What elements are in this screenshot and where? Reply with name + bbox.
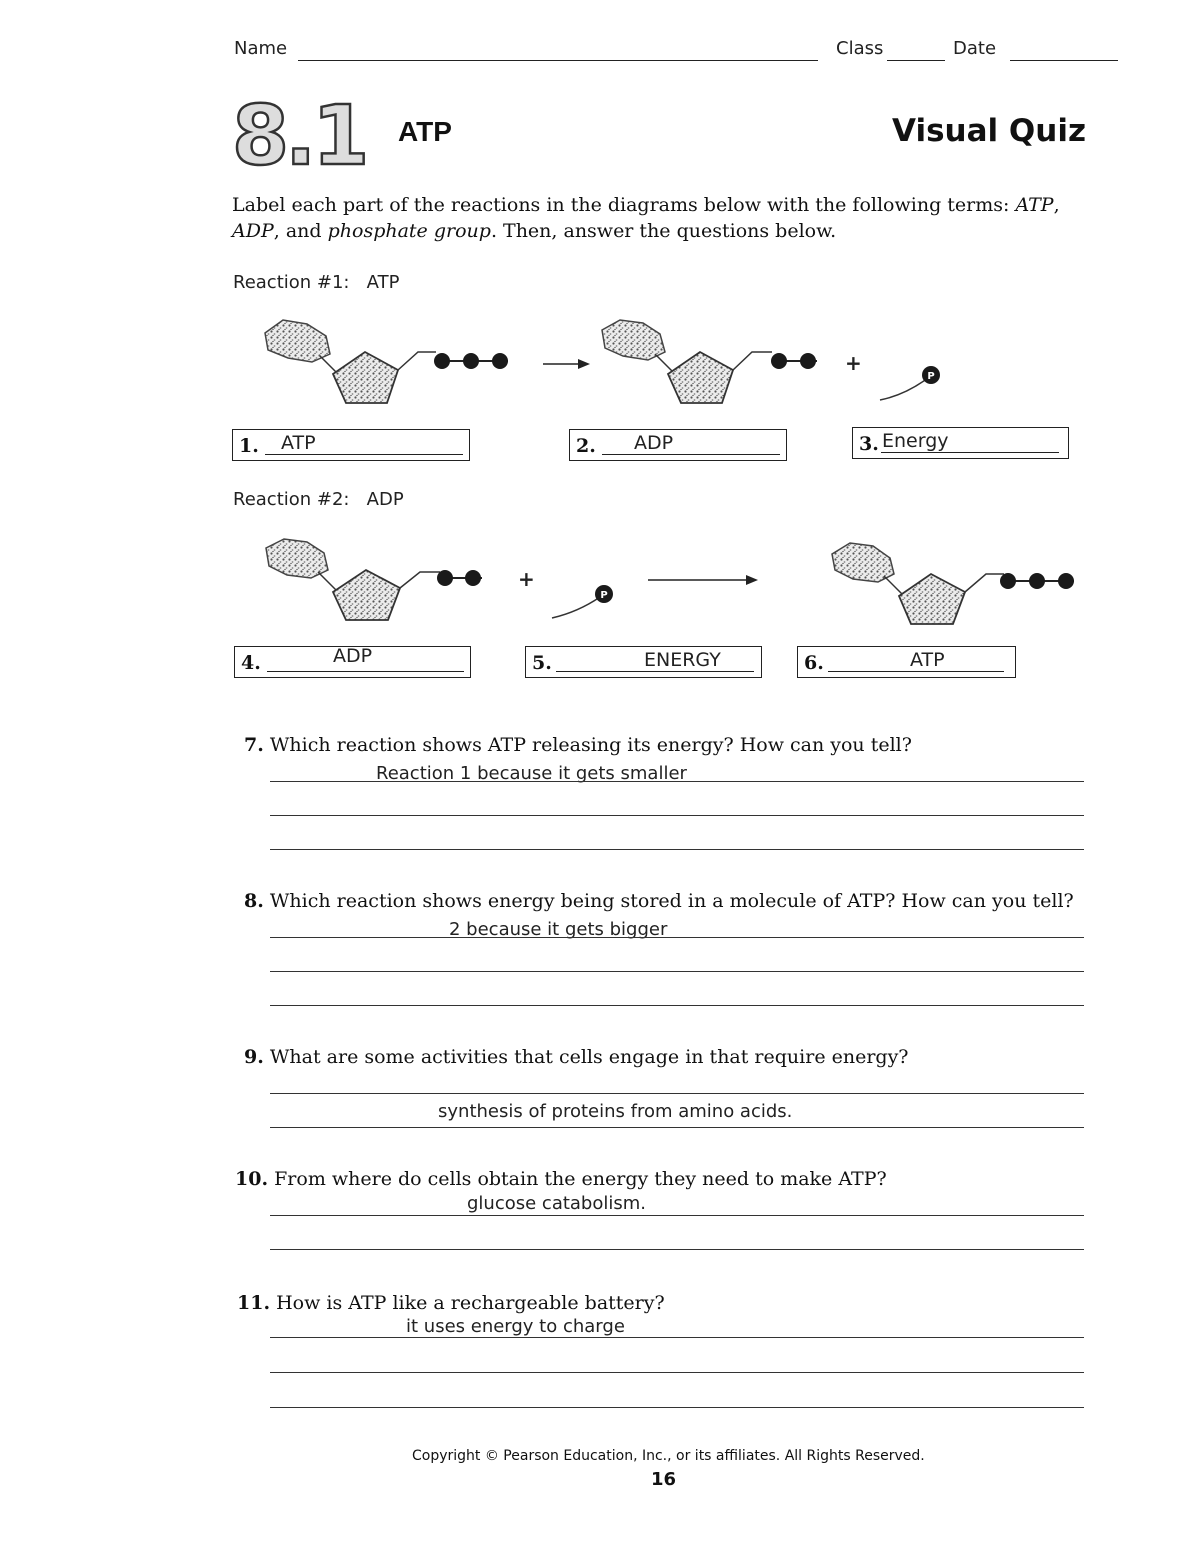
name-label: Name bbox=[234, 38, 288, 59]
box-number: 6. bbox=[804, 652, 824, 674]
box-answer: ENERGY bbox=[644, 649, 721, 671]
answer-10[interactable]: glucose catabolism. bbox=[467, 1193, 647, 1214]
box-number: 2. bbox=[576, 435, 596, 457]
question-11 bbox=[237, 1292, 665, 1314]
copyright: Copyright © Pearson Education, Inc., or its affiliates. All Rights Reserved. bbox=[412, 1448, 925, 1464]
answer-box-6[interactable] bbox=[797, 646, 1016, 678]
answer-9[interactable]: synthesis of proteins from amino acids. bbox=[438, 1101, 793, 1122]
answer-line[interactable] bbox=[270, 971, 1084, 972]
answer-11[interactable]: it uses energy to charge bbox=[406, 1316, 625, 1337]
answer-7[interactable]: Reaction 1 because it gets smaller bbox=[376, 763, 687, 784]
term-adp: ADP bbox=[232, 220, 274, 242]
question-10 bbox=[235, 1168, 887, 1190]
plus-sign-r1: + bbox=[845, 351, 862, 375]
box-number: 5. bbox=[532, 652, 552, 674]
class-label: Class bbox=[836, 38, 884, 59]
reaction1-label: Reaction #1: bbox=[233, 272, 350, 293]
section-number: 8.1 bbox=[232, 89, 366, 184]
answer-box-3[interactable] bbox=[852, 427, 1069, 459]
box-answer: ADP bbox=[333, 645, 373, 667]
page-number: 16 bbox=[651, 1469, 677, 1490]
instructions-sep: , and bbox=[273, 220, 328, 242]
answer-line[interactable] bbox=[270, 1127, 1084, 1128]
answer-line[interactable] bbox=[270, 1249, 1084, 1250]
quiz-type: Visual Quiz bbox=[892, 113, 1087, 149]
box-answer: ATP bbox=[281, 432, 316, 454]
adp-molecule-r2 bbox=[266, 539, 482, 620]
reaction1-arrow bbox=[543, 359, 590, 369]
question-9 bbox=[244, 1046, 909, 1068]
instructions-text: . Then, answer the questions below. bbox=[490, 220, 837, 242]
page-title: ATP bbox=[398, 116, 452, 147]
phosphate-label-r1: P bbox=[927, 371, 935, 382]
question-number: 7. bbox=[244, 734, 264, 756]
atp-molecule-r1 bbox=[265, 320, 508, 403]
answer-8[interactable]: 2 because it gets bigger bbox=[449, 919, 668, 940]
reaction2-label: Reaction #2: bbox=[233, 489, 350, 510]
question-8 bbox=[244, 890, 1074, 912]
reaction2-arrow bbox=[648, 575, 758, 585]
question-number: 11. bbox=[237, 1292, 271, 1314]
question-number: 10. bbox=[235, 1168, 269, 1190]
date-label: Date bbox=[953, 38, 997, 59]
answer-line[interactable] bbox=[270, 1337, 1084, 1338]
answer-line[interactable] bbox=[270, 1407, 1084, 1408]
question-text: Which reaction shows ATP releasing its energy? How can you tell? bbox=[269, 734, 912, 756]
answer-line[interactable] bbox=[270, 1372, 1084, 1373]
reaction-diagrams bbox=[0, 0, 1200, 720]
question-text: From where do cells obtain the energy they need to make ATP? bbox=[274, 1168, 887, 1190]
answer-line[interactable] bbox=[270, 937, 1084, 938]
instructions-sep: , bbox=[1053, 194, 1060, 216]
question-7 bbox=[244, 734, 912, 756]
answer-line[interactable] bbox=[270, 849, 1084, 850]
instructions-text: Label each part of the reactions in the diagrams below with the following terms: bbox=[232, 194, 1016, 216]
question-number: 8. bbox=[244, 890, 264, 912]
phosphate-group-r2 bbox=[552, 585, 613, 618]
reaction2-title bbox=[233, 489, 404, 510]
answer-line[interactable] bbox=[270, 1005, 1084, 1006]
question-text: What are some activities that cells engage in that require energy? bbox=[269, 1046, 909, 1068]
box-number: 1. bbox=[239, 435, 259, 457]
phosphate-label-r2: P bbox=[600, 590, 608, 601]
answer-line[interactable] bbox=[270, 781, 1084, 782]
box-answer: Energy bbox=[882, 430, 949, 452]
answer-box-1[interactable] bbox=[232, 429, 470, 461]
box-number: 4. bbox=[241, 652, 261, 674]
question-number: 9. bbox=[244, 1046, 264, 1068]
box-answer: ATP bbox=[910, 649, 945, 671]
reaction2-answer: ADP bbox=[366, 489, 404, 510]
term-phosphate-group: phosphate group bbox=[327, 220, 491, 242]
plus-sign-r2: + bbox=[518, 567, 535, 591]
answer-line[interactable] bbox=[270, 815, 1084, 816]
phosphate-group-r1 bbox=[880, 366, 940, 400]
answer-line[interactable] bbox=[270, 1215, 1084, 1216]
answer-box-4[interactable] bbox=[234, 646, 471, 678]
question-text: How is ATP like a rechargeable battery? bbox=[276, 1292, 665, 1314]
answer-box-2[interactable] bbox=[569, 429, 787, 461]
reaction1-answer: ATP bbox=[366, 272, 400, 293]
term-atp: ATP bbox=[1015, 194, 1054, 216]
box-answer: ADP bbox=[634, 432, 674, 454]
atp-molecule-r2 bbox=[832, 543, 1074, 624]
answer-box-5[interactable] bbox=[525, 646, 762, 678]
adp-molecule-r1 bbox=[602, 320, 817, 403]
answer-line[interactable] bbox=[270, 1093, 1084, 1094]
question-text: Which reaction shows energy being stored in a molecule of ATP? How can you tell? bbox=[269, 890, 1074, 912]
box-number: 3. bbox=[859, 433, 879, 455]
